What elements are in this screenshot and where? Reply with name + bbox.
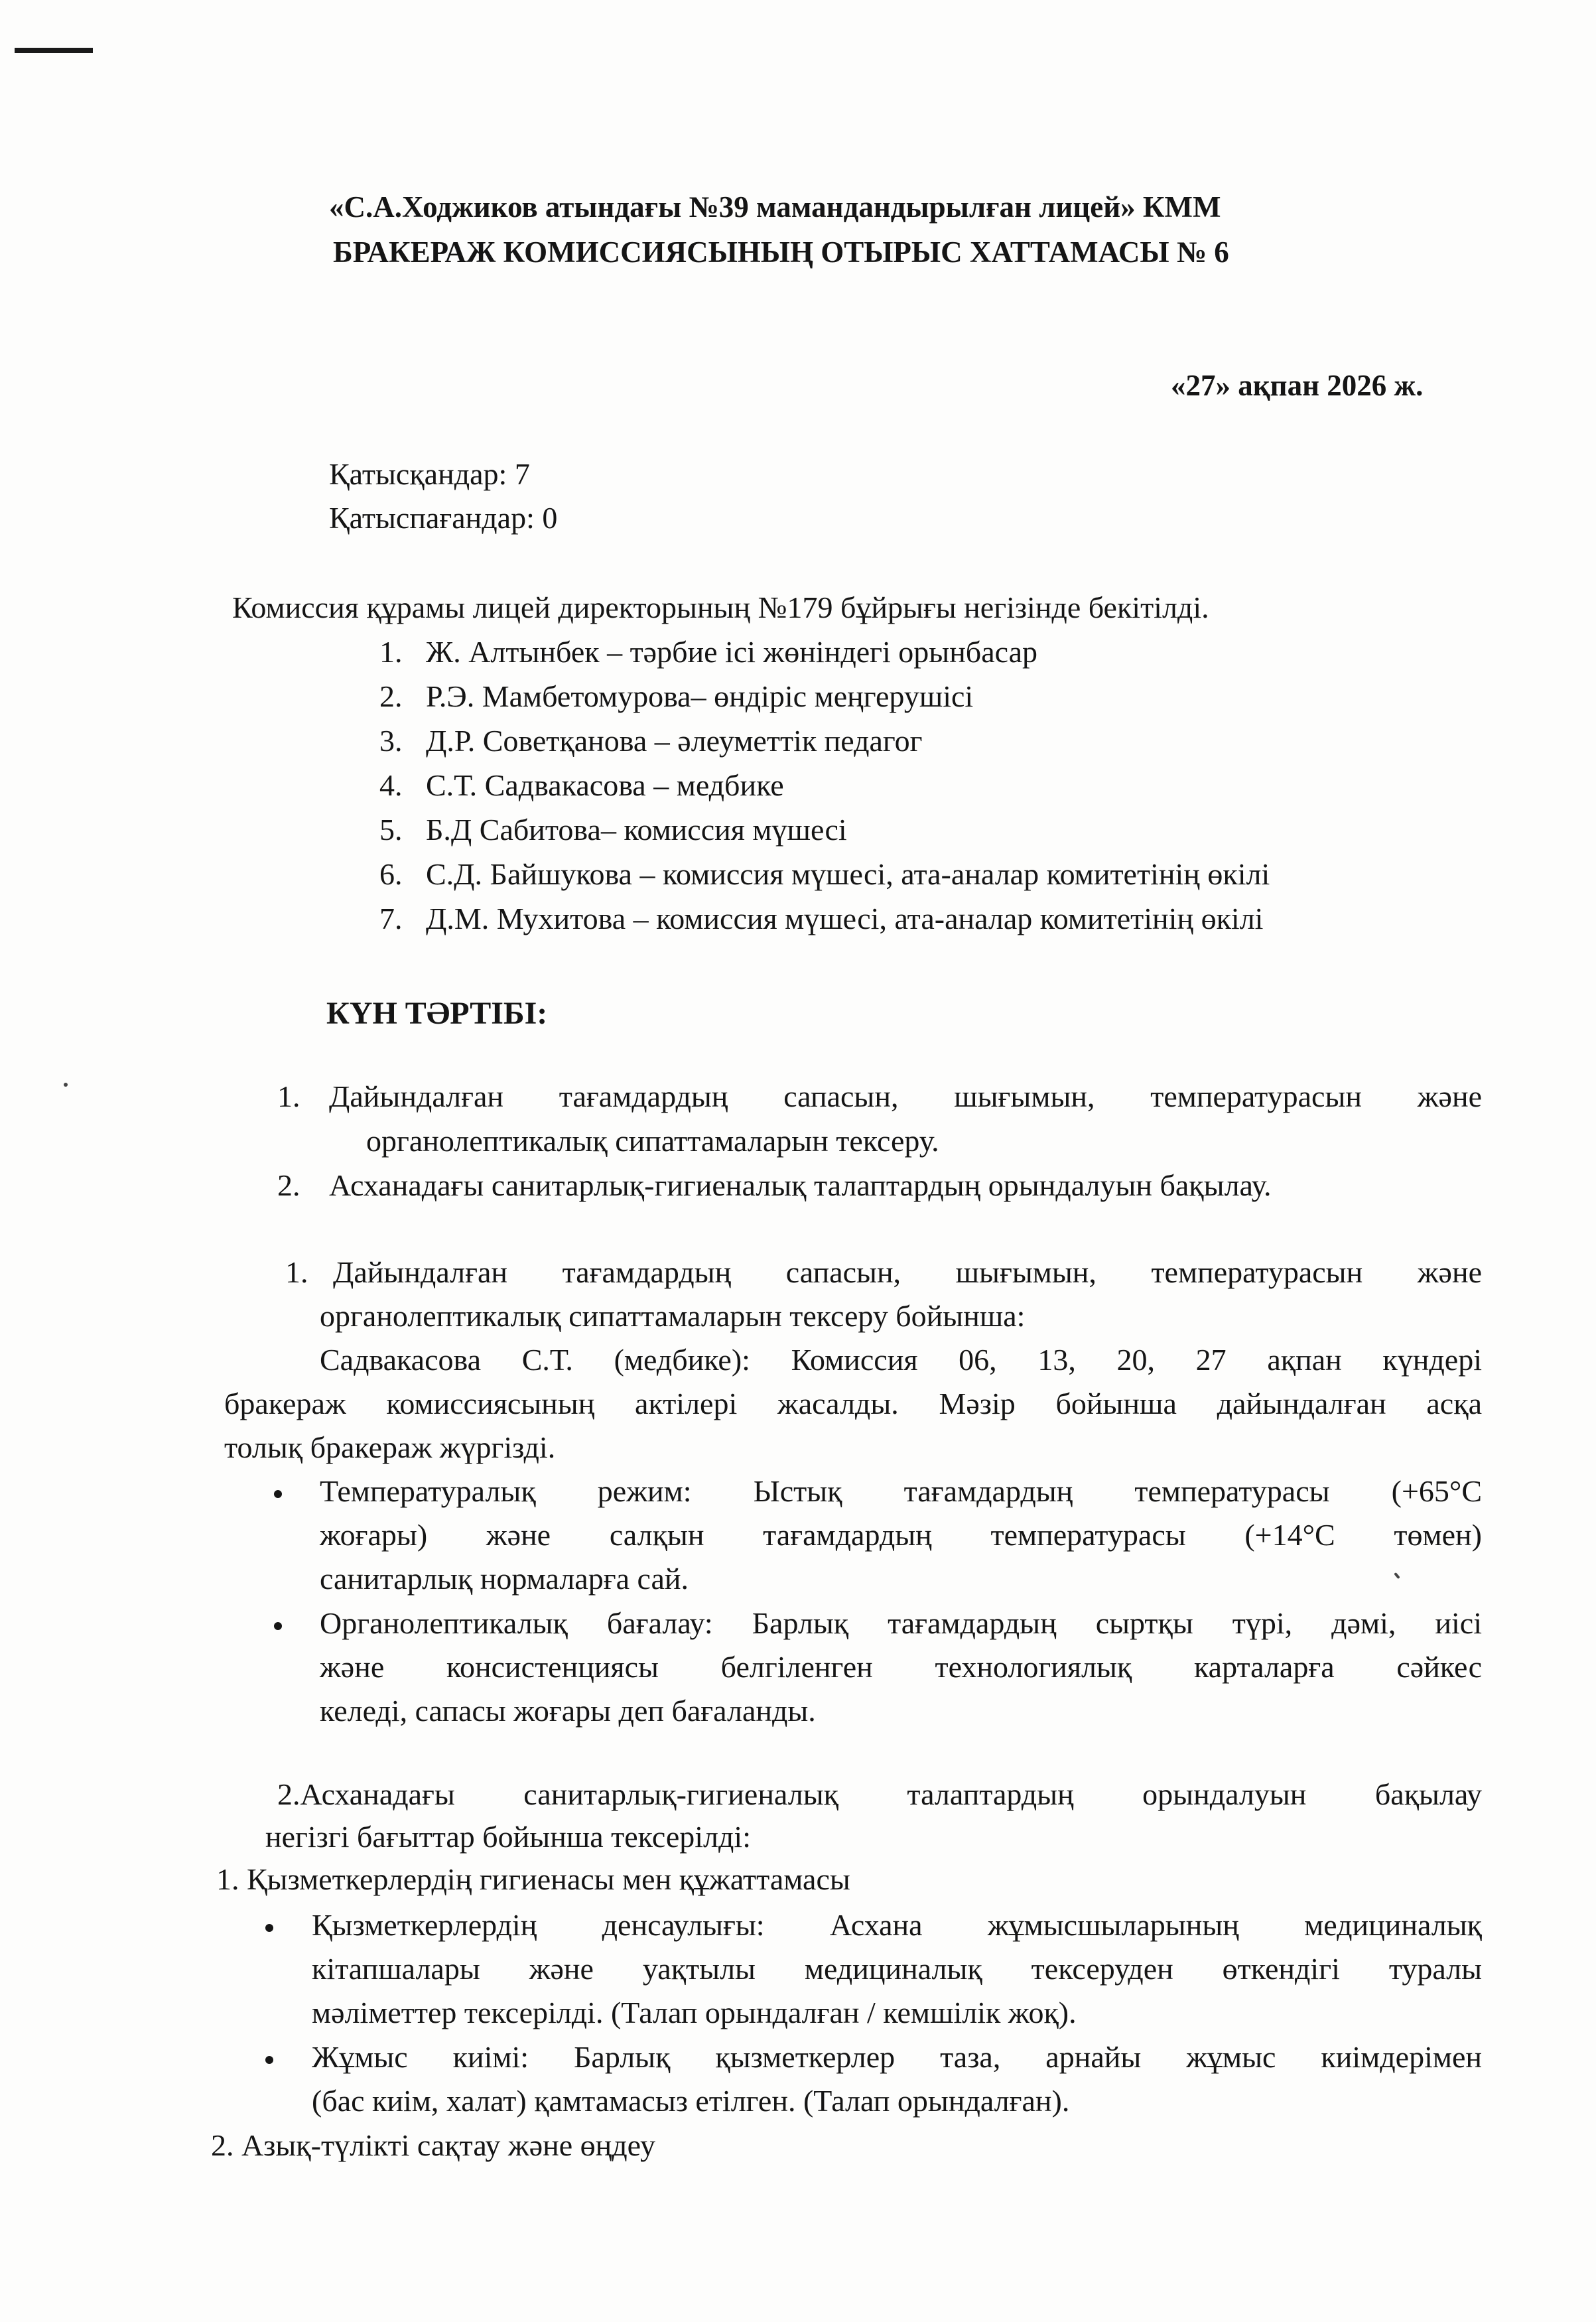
section-1-heading-line1: Дайындалған тағамдардың сапасын, шығымын, температурасын және bbox=[333, 1255, 1482, 1289]
bullet-marker bbox=[265, 2056, 273, 2064]
temperature-bullet-line2: жоғары) және салқын тағамдардың температурасы (+14°С төмен) bbox=[320, 1518, 1482, 1552]
organoleptic-bullet-line3: келеді, сапасы жоғары деп бағаланды. bbox=[320, 1694, 816, 1728]
list-item-text: С.Т. Садвакасова – медбике bbox=[426, 768, 784, 802]
section-1-paragraph-line2: бракераж комиссиясының актілері жасалды. Мәзір бойынша дайындалған асқа bbox=[224, 1387, 1482, 1420]
section-2-heading-line2: негізгі бағыттар бойынша тексерілді: bbox=[265, 1820, 751, 1854]
list-item-number: 3. bbox=[379, 724, 403, 758]
agenda-item-number: 2. bbox=[277, 1168, 300, 1202]
list-item-text: С.Д. Байшукова – комиссия мүшесі, ата-аналар комитетінің өкілі bbox=[426, 857, 1270, 891]
scan-speck bbox=[64, 1083, 68, 1087]
corner-scan-mark bbox=[15, 48, 93, 53]
temperature-bullet-line3: санитарлық нормаларға сай. bbox=[320, 1562, 689, 1596]
section-1-paragraph-line3: толық бракераж жүргізді. bbox=[224, 1430, 556, 1464]
staff-health-bullet-line3: мәліметтер тексерілді. (Талап орындалған / кемшілік жоқ). bbox=[312, 1996, 1077, 2029]
list-item-text: Д.Р. Советқанова – әлеуметтік педагог bbox=[426, 724, 923, 758]
list-item-text: Ж. Алтынбек – тәрбие ісі жөніндегі орынбасар bbox=[426, 635, 1038, 669]
work-clothes-bullet-line1: Жұмыс киімі: Барлық қызметкерлер таза, арнайы жұмыс киімдерімен bbox=[312, 2040, 1482, 2074]
temperature-bullet-line1: Температуралық режим: Ыстық тағамдардың температурасы (+65°С bbox=[320, 1474, 1482, 1508]
list-item-number: 5. bbox=[379, 813, 403, 847]
agenda-heading: КҮН ТӘРТІБІ: bbox=[326, 996, 548, 1031]
agenda-item-number: 1. bbox=[277, 1079, 300, 1113]
staff-health-bullet-line2: кітапшалары және уақтылы медициналық тексеруден өткендігі туралы bbox=[312, 1952, 1482, 1986]
document-date: «27» ақпан 2026 ж. bbox=[1171, 369, 1424, 402]
bullet-marker bbox=[265, 1924, 273, 1932]
bullet-marker bbox=[274, 1622, 282, 1630]
commission-intro: Комиссия құрамы лицей директорының №179 бұйрығы негізінде бекітілді. bbox=[232, 590, 1209, 624]
work-clothes-bullet-line2: (бас киім, халат) қамтамасыз етілген. (Талап орындалған). bbox=[312, 2084, 1070, 2118]
list-item-number: 1. bbox=[379, 635, 403, 669]
organoleptic-bullet-line1: Органолептикалық бағалау: Барлық тағамдардың сыртқы түрі, дәмі, иісі bbox=[320, 1606, 1482, 1640]
list-item-number: 4. bbox=[379, 768, 403, 802]
attendance-absent: Қатыспағандар: 0 bbox=[329, 501, 558, 535]
list-item-text: Д.М. Мухитова – комиссия мүшесі, ата-аналар комитетінің өкілі bbox=[426, 902, 1264, 935]
list-item-number: 2. bbox=[379, 679, 403, 713]
section-1-paragraph-line1: Садвакасова С.Т. (медбике): Комиссия 06, 13, 20, 27 ақпан күндері bbox=[320, 1343, 1482, 1377]
section-1-number: 1. bbox=[285, 1255, 308, 1289]
document-title-line2: БРАКЕРАЖ КОМИССИЯСЫНЫҢ ОТЫРЫС ХАТТАМАСЫ № 6 bbox=[333, 236, 1229, 269]
staff-hygiene-subheading: 1. Қызметкерлердің гигиенасы мен құжаттамасы bbox=[216, 1862, 850, 1896]
list-item-number: 7. bbox=[379, 902, 403, 935]
agenda-item-2: Асханадағы санитарлық-гигиеналық талаптардың орындалуын бақылау. bbox=[329, 1168, 1272, 1202]
list-item-text: Б.Д Сабитова– комиссия мүшесі bbox=[426, 813, 847, 847]
agenda-item-1-line1: Дайындалған тағамдардың сапасын, шығымын, температурасын және bbox=[329, 1079, 1482, 1113]
list-item-text: Р.Э. Мамбетомурова– өндіріс меңгерушісі bbox=[426, 679, 974, 713]
scan-speck bbox=[1394, 1572, 1400, 1579]
agenda-item-1-line2: органолептикалық сипаттамаларын тексеру. bbox=[366, 1124, 939, 1158]
staff-health-bullet-line1: Қызметкерлердің денсаулығы: Асхана жұмысшыларының медициналық bbox=[312, 1908, 1482, 1942]
list-item-number: 6. bbox=[379, 857, 403, 891]
section-1-heading-line2: органолептикалық сипаттамаларын тексеру бойынша: bbox=[320, 1299, 1026, 1333]
section-2-heading-line1: 2.Асханадағы санитарлық-гигиеналық талаптардың орындалуын бақылау bbox=[277, 1777, 1482, 1811]
organoleptic-bullet-line2: және консистенциясы белгіленген технологиялық карталарға сәйкес bbox=[320, 1650, 1482, 1684]
attendance-present: Қатысқандар: 7 bbox=[329, 457, 530, 491]
document-title-line1: «С.А.Ходжиков атындағы №39 мамандандырылған лицей» КММ bbox=[329, 190, 1221, 224]
bullet-marker bbox=[274, 1490, 282, 1498]
food-storage-subheading: 2. Азық-түлікті сақтау және өңдеу bbox=[211, 2128, 655, 2162]
